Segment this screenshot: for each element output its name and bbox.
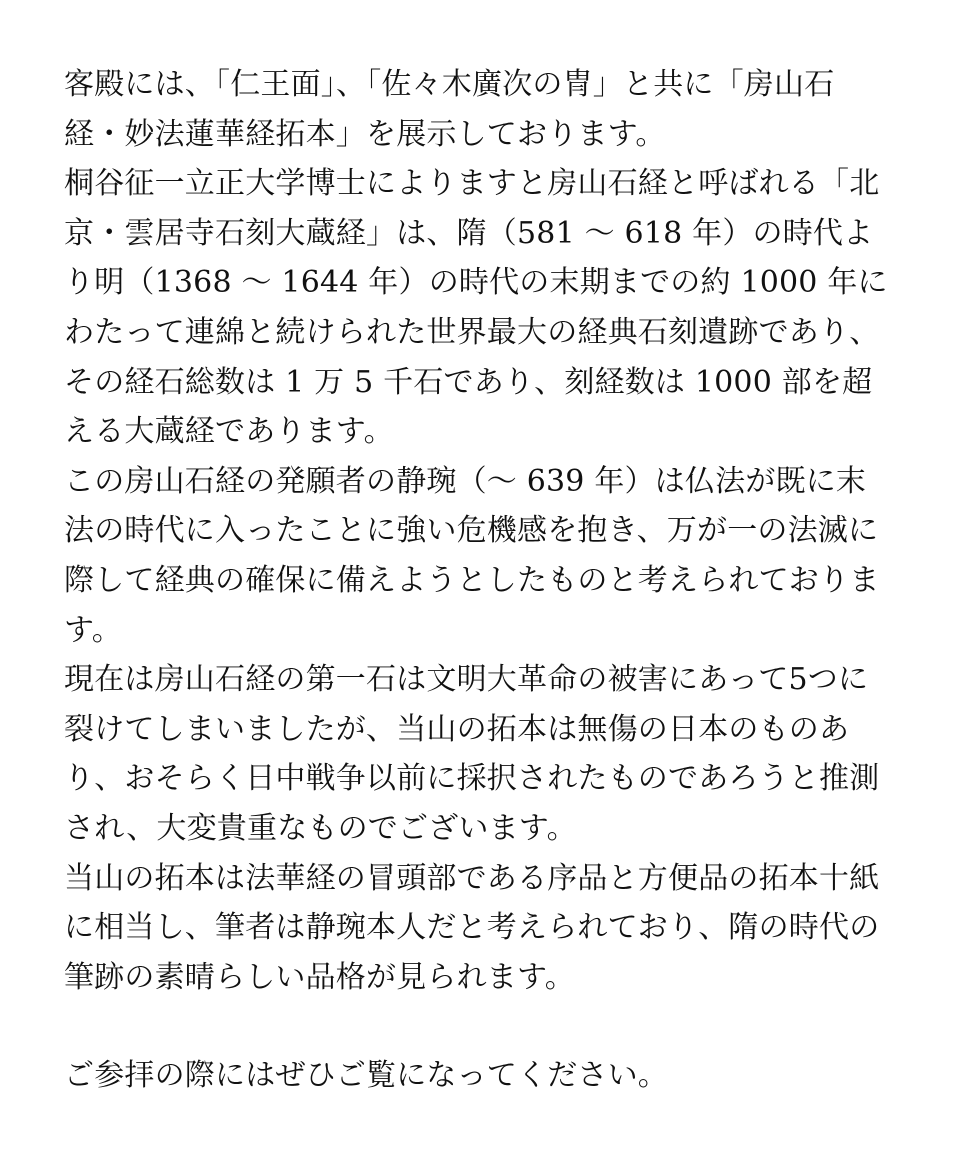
paragraph-fangshan-history: 桐谷征一立正大学博士によりますと房山石経と呼ばれる「北京・雲居寺石刻大蔵経」は、隋（581 ～ 618 年）の時代より明（1368 ～ 1644 年）の時代の末期までの約 1000 年にわたって連綿と続けられた世界最大の経典石刻遺跡であり、その経石総数は 1 万 5 千石であり、刻経数は 1000 部を超える大蔵経であります。 (64, 166, 888, 450)
paragraph-closing-invitation: ご参拝の際にはぜひご覧になってください。 (64, 1058, 668, 1094)
document-body (64, 60, 894, 1101)
paragraph-jingwan-founder: この房山石経の発願者の静琬（～ 639 年）は仏法が既に末法の時代に入ったことに強い危機感を抱き、万が一の法滅に際して経典の確保に備えようとしたものと考えられております。 (64, 463, 880, 648)
paragraph-rubbing-details: 当山の拓本は法華経の冒頭部である序品と方便品の拓本十紙に相当し、筆者は静琬本人だと考えられており、隋の時代の筆跡の素晴らしい品格が見られます。 (64, 860, 880, 995)
paragraph-exhibit-intro: 客殿には、「仁王面」、「佐々木廣次の冑」と共に「房山石経・妙法蓮華経拓本」を展示しております。 (64, 67, 835, 152)
paragraph-first-stone-damage: 現在は房山石経の第一石は文明大革命の被害にあって5つに裂けてしまいましたが、当山の拓本は無傷の日本のものあり、おそらく日中戦争以前に採択されたものであろうと推測され、大変貴重なものでございます。 (64, 662, 880, 846)
